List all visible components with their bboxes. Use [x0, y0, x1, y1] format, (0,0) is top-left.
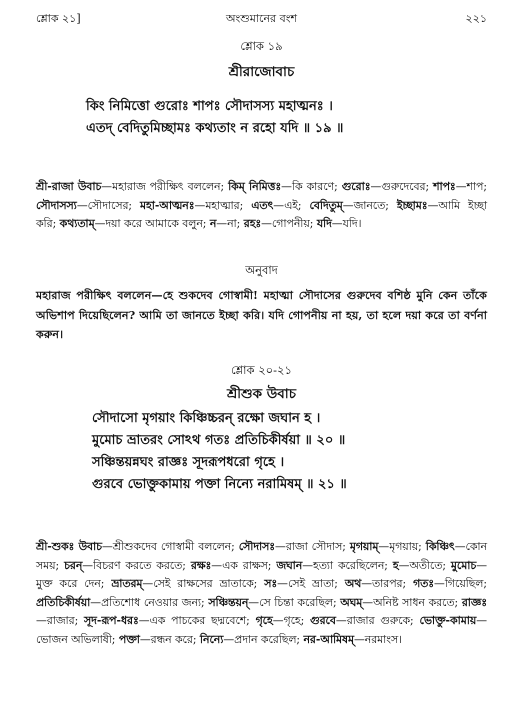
synonym-term: পক্তা: [118, 632, 140, 646]
synonym-meaning: —অনিষ্ট সাধন করতে;: [362, 595, 462, 609]
verse-20-21-text: [92, 408, 487, 496]
synonym-meaning: —মহাত্মার;: [194, 198, 252, 212]
synonym-term: সৌদাসস্য: [36, 198, 77, 212]
synonym-meaning: —সেই ভ্রাতা;: [277, 577, 345, 590]
synonym-meaning: —বিচরণ করতে করতে;: [82, 558, 191, 572]
synonym-meaning: —এই;: [273, 198, 310, 212]
synonym-term: নর-আমিষম্: [303, 632, 354, 646]
synonym-term: কিঞ্চিৎ: [425, 540, 455, 553]
synonym-term: রহঃ: [243, 217, 262, 230]
synonym-term: প্রতিচিকীর্ষয়া: [36, 595, 91, 609]
synonym-term: কিম্ নিমিত্তঃ: [228, 180, 282, 193]
synonym-term: গৃহে: [255, 614, 273, 627]
synonym-term: চরন্: [64, 558, 83, 572]
header-verse-ref: শ্লোক ২১]: [36, 12, 81, 25]
synonym-meaning: —জানতে;: [342, 198, 397, 212]
header-chapter-title: অংশুমানের বংশ: [226, 12, 297, 25]
synonym-term: মৃগয়াম্: [349, 540, 379, 553]
synonym-meaning: —শ্রীশুকদেব গোস্বামী বললেন;: [102, 540, 239, 553]
verse-19-speaker: শ্রীরাজোবাচ: [228, 64, 295, 80]
synonym-meaning: —দয়া করে আমাকে বলুন;: [94, 217, 210, 230]
synonym-term: রক্ষঃ: [190, 558, 212, 572]
synonym-term: যদি: [316, 217, 332, 230]
synonym-term: সূদ-রূপ-ধরঃ: [84, 614, 139, 627]
synonym-term: গুরবে: [310, 614, 336, 627]
verse-19-text: [86, 96, 483, 140]
synonym-term: মুমোচ: [450, 558, 477, 572]
verse-20-21-title: শ্লোক ২০-২১: [231, 363, 292, 377]
synonym-meaning: —মৃগয়ায়;: [378, 540, 426, 553]
verse-19-translation-title: অনুবাদ: [245, 263, 278, 277]
synonym-term: শ্রী-রাজা উবাচ: [36, 180, 102, 193]
synonym-term: এতৎ: [251, 198, 274, 212]
synonym-meaning: —প্রদান করেছিল;: [223, 632, 304, 646]
running-header: [36, 10, 487, 28]
synonym-meaning: —রাজা সৌদাস;: [275, 540, 350, 553]
synonym-meaning: —অতীতে;: [398, 558, 451, 572]
synonym-meaning: —তারপর;: [361, 577, 414, 590]
synonym-meaning: —ভোজন অভিলাষী;: [36, 614, 487, 646]
verse-20-21-line-3: সঞ্চিন্তয়ন্নঘং রাজ্ঞঃ সূদরূপধরো গৃহে ।: [92, 455, 285, 470]
synonym-meaning: —সৌদাসের;: [76, 198, 141, 212]
synonym-term: সৌদাসঃ: [238, 540, 276, 553]
synonym-term: রাজ্ঞঃ: [461, 595, 487, 609]
verse-19-title: শ্লোক ১৯: [240, 39, 283, 53]
verse-20-21-synonyms: [36, 538, 487, 649]
synonym-term: হ: [392, 558, 399, 572]
synonym-meaning: —সেই রাক্ষসের ভ্রাতাকে;: [142, 577, 265, 590]
verse-19-line-2: এতদ্ বেদিতুমিচ্ছামঃ কথ্যতাং ন রহো যদি ॥ ১৯ ॥: [86, 121, 344, 136]
synonym-term: ইচ্ছামঃ: [396, 198, 428, 212]
synonym-meaning: —রন্ধন করে;: [139, 632, 200, 646]
synonym-term: কথ্যতাম্: [59, 217, 95, 230]
synonym-term: সঃ: [264, 577, 278, 590]
synonym-meaning: —আমি ইচ্ছা করি;: [36, 198, 487, 230]
synonym-meaning: —গিয়েছিল;: [434, 577, 487, 590]
synonym-meaning: —এক রাক্ষস;: [211, 558, 277, 572]
synonym-term: ন: [209, 217, 217, 230]
synonym-meaning: —না;: [216, 217, 244, 230]
synonym-term: নিন্যে: [199, 632, 224, 646]
synonym-meaning: —কোন সময়;: [36, 540, 487, 572]
synonym-meaning: —হত্যা করেছিলেন;: [302, 558, 393, 572]
synonym-meaning: —নরমাংস।: [353, 632, 402, 646]
verse-19-heading-block: [36, 38, 487, 84]
synonym-meaning: —গুরুদেবের;: [370, 180, 434, 193]
synonym-term: শাপঃ: [433, 180, 456, 193]
synonym-meaning: —রাজার;: [36, 614, 85, 627]
verse-20-21-speaker: শ্রীশুক উবাচ: [226, 386, 297, 402]
synonym-meaning: —গৃহে;: [272, 614, 311, 627]
verse-20-21-heading-block: [36, 362, 487, 406]
synonym-meaning: —প্রতিশোধ নেওয়ার জন্য;: [90, 595, 209, 609]
synonym-term: অঘম্: [340, 595, 363, 609]
verse-20-21-line-2: মুমোচ ভ্রাতরং সোঽথ গতঃ প্রতিচিকীর্ষয়া ॥ ২০ ॥: [92, 433, 346, 448]
synonym-term: শ্রী-শুকঃ উবাচ: [36, 540, 103, 553]
synonym-term: গতঃ: [413, 577, 435, 590]
synonym-term: গুরোঃ: [341, 180, 371, 193]
synonym-meaning: —রাজার গুরুকে;: [335, 614, 420, 627]
synonym-meaning: —কি কারণে;: [281, 180, 342, 193]
synonym-meaning: —গোপনীয়;: [261, 217, 317, 230]
synonym-meaning: —এক পাচকের ছদ্মবেশে;: [138, 614, 256, 627]
synonym-meaning: —শাপ;: [455, 180, 487, 193]
synonym-term: জঘান: [276, 558, 303, 572]
header-page-number: ২২১: [465, 12, 487, 25]
synonym-meaning: —মহারাজ পরীক্ষিৎ বললেন;: [101, 180, 229, 193]
verse-19-synonyms: [36, 178, 487, 234]
synonym-term: বেদিতুম্: [309, 198, 343, 212]
synonym-term: ভোক্তু-কামায়: [419, 614, 477, 627]
synonym-meaning: —যদি।: [331, 217, 362, 230]
synonym-term: অথ: [344, 577, 362, 590]
synonym-term: মহা-আত্মনঃ: [140, 198, 195, 212]
synonym-term: ভ্রাতরম্: [111, 577, 143, 590]
verse-19-translation: মহারাজ পরীক্ষিৎ বললেন—হে শুকদেব গোস্বামী! মহাত্মা সৌদাসের গুরুদেব বশিষ্ঠ মুনি কেন তাঁকে অভিশাপ দিয়েছিলেন? আমি তা জানতে ইচ্ছা করি। যদি গোপনীয় না হয়, তা হলে দয়া করে তা বর্ণনা করুন।: [36, 288, 487, 341]
verse-19-line-1: কিং নিমিত্তো গুরোঃ শাপঃ সৌদাসস্য মহাত্মনঃ ।: [86, 99, 333, 114]
synonym-meaning: —মুক্ত করে দেন;: [36, 558, 488, 590]
synonym-term: সঞ্চিন্তয়ন্: [208, 595, 249, 609]
verse-20-21-line-1: সৌদাসো মৃগয়াং কিঞ্চিচ্চরন্ রক্ষো জঘান হ ।: [92, 411, 321, 426]
synonym-meaning: —সে চিন্তা করেছিল;: [248, 595, 341, 609]
verse-20-21-line-4: গুরবে ভোক্তুকামায় পক্তা নিন্যে নরামিষম্ ॥ ২১ ॥: [92, 477, 347, 492]
